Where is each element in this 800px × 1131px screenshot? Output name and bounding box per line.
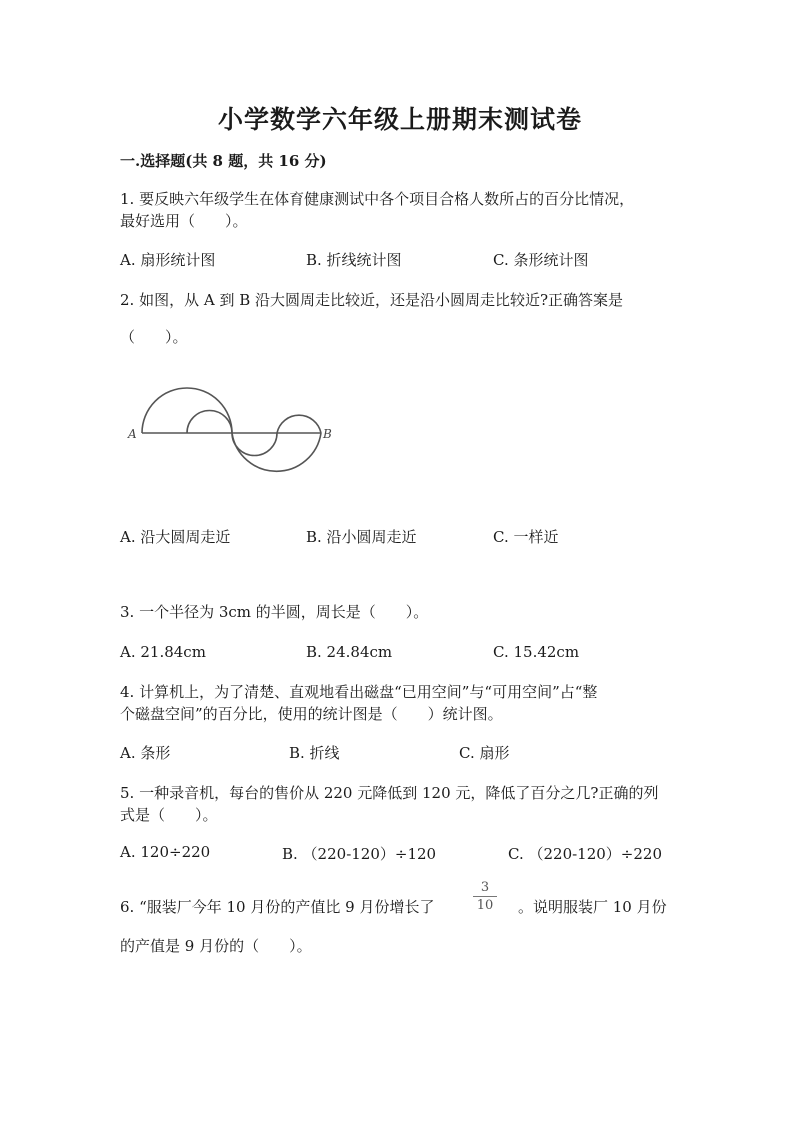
fraction-bar	[473, 896, 497, 897]
question-2-option-b[interactable]: B. 沿小圆周走近	[306, 528, 417, 546]
question-3-line-1: 3. 一个半径为 3cm 的半圆，周长是（ ）。	[120, 603, 429, 621]
question-2-line-1: 2. 如图，从 A 到 B 沿大圆周走比较近，还是沿小圆周走比较近?正确答案是	[120, 291, 624, 309]
section-heading: 一.选择题(共 8 题，共 16 分)	[120, 152, 327, 170]
fraction-numerator: 3	[480, 880, 490, 895]
page-title: 小学数学六年级上册期末测试卷	[217, 105, 582, 134]
fraction-three-tenths	[473, 880, 497, 913]
question-1-option-c[interactable]: C. 条形统计图	[493, 251, 589, 269]
large-arc-upper	[142, 388, 232, 433]
question-2-option-c[interactable]: C. 一样近	[493, 528, 559, 546]
question-1-line-1: 1. 要反映六年级学生在体育健康测试中各个项目合格人数所占的百分比情况，	[120, 190, 635, 208]
question-6-line-2: 的产值是 9 月份的（ ）。	[120, 937, 312, 955]
question-4-line-2: 个磁盘空间”的百分比，使用的统计图是（ ）统计图。	[120, 705, 503, 723]
circle-path-figure	[120, 372, 350, 487]
question-4-option-b[interactable]: B. 折线	[289, 744, 340, 762]
question-4-line-1: 4. 计算机上，为了清楚、直观地看出磁盘“已用空间”与“可用空间”占“整	[120, 683, 598, 701]
question-3-option-c[interactable]: C. 15.42cm	[493, 643, 580, 661]
question-4-option-c[interactable]: C. 扇形	[459, 744, 510, 762]
question-1-option-a[interactable]: A. 扇形统计图	[120, 251, 216, 269]
question-2-option-a[interactable]: A. 沿大圆周走近	[120, 528, 231, 546]
label-a: A	[128, 427, 137, 441]
question-5-option-b[interactable]: B. （220-120）÷120	[282, 845, 437, 863]
small-arc-1	[187, 411, 232, 434]
question-6-line-1b: 。说明服装厂 10 月份	[518, 898, 667, 916]
question-5-line-2: 式是（ ）。	[120, 806, 218, 824]
question-1-option-b[interactable]: B. 折线统计图	[306, 251, 402, 269]
question-3-option-a[interactable]: A. 21.84cm	[120, 643, 206, 661]
label-b: B	[323, 427, 332, 441]
question-5-option-c[interactable]: C. （220-120）÷220	[508, 845, 663, 863]
small-arc-3	[277, 415, 321, 433]
question-6-line-1a: 6. “服装厂今年 10 月份的产值比 9 月份增长了	[120, 898, 435, 916]
fraction-denominator: 10	[476, 898, 494, 913]
question-5-option-a[interactable]: A. 120÷220	[120, 843, 211, 861]
question-1-line-2: 最好选用（ ）。	[120, 212, 248, 230]
question-4-option-a[interactable]: A. 条形	[120, 744, 171, 762]
question-3-option-b[interactable]: B. 24.84cm	[306, 643, 393, 661]
question-2-line-2: （ ）。	[120, 328, 188, 346]
question-5-line-1: 5. 一种录音机，每台的售价从 220 元降低到 120 元，降低了百分之几?正确的列	[120, 784, 659, 802]
